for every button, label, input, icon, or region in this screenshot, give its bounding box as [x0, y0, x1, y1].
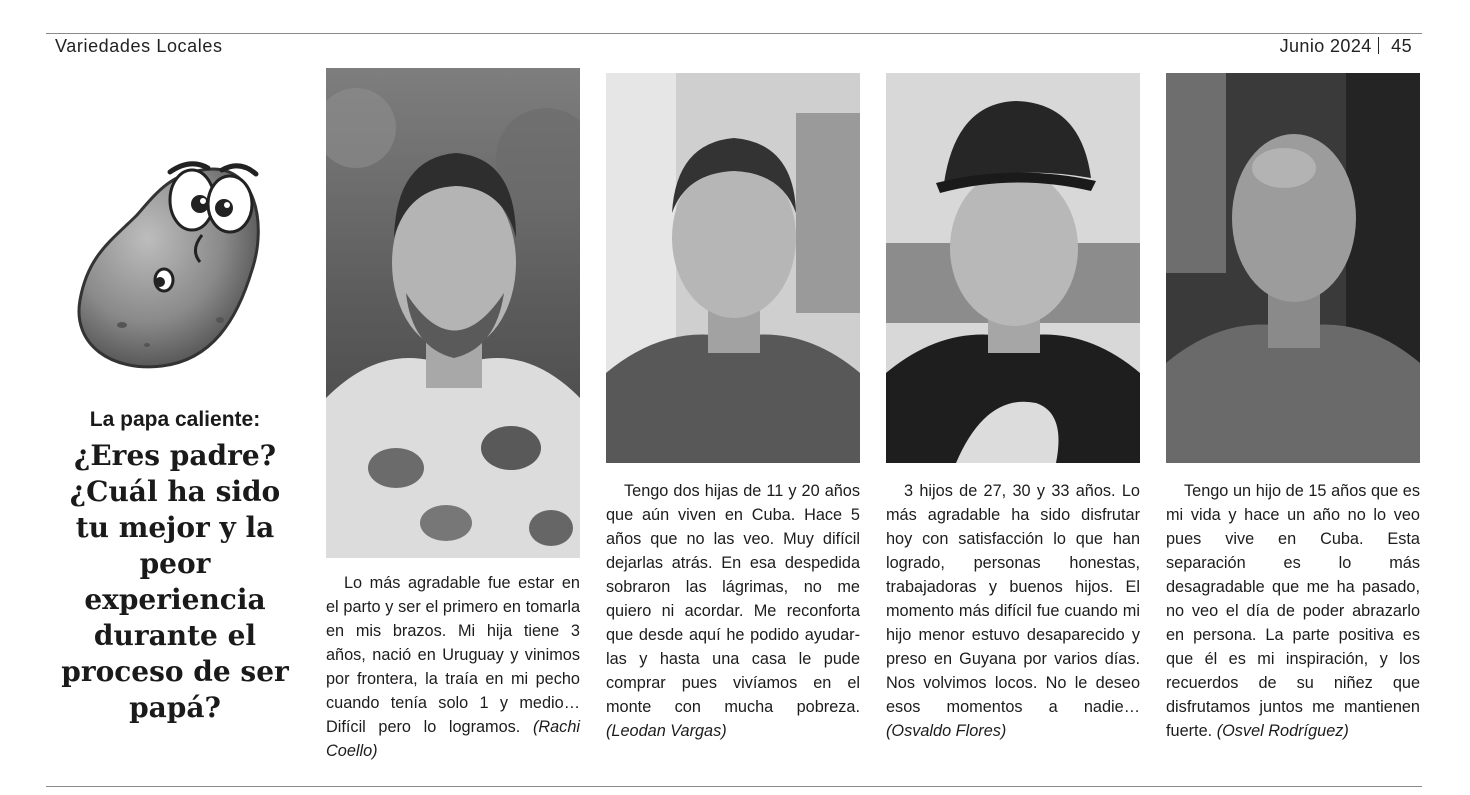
- quote-2-text: Tengo dos hijas de 11 y 20 años que aún viven en Cuba. Hace 5 años que no las veo. Muy difícil dejarlas atrás. En esa despedida sobraron las lágrimas, no me quiero ni acordar. Me reconforta que desde aquí he podido ayudarlas y hasta una casa le pude comprar pues vivíamos en el monte con mucha pobreza.: [606, 482, 860, 716]
- issue-divider: [1378, 37, 1380, 54]
- quote-1-text: Lo más agradable fue estar en el parto y ser el primero en tomarla en mis brazos. Mi hija tiene 3 años, nació en Uruguay y vinimos por frontera, la traía en mi pecho cuando tenía solo 1 y medio… Difícil pero lo logramos.: [326, 574, 580, 736]
- header-rule: [46, 33, 1422, 34]
- quote-3-text: 3 hijos de 27, 30 y 33 años. Lo más agradable ha sido disfrutar hoy con satisfacción lo que han logrado, personas honestas, trabajadoras y buenos hijos. El momento más difícil fue cuando mi hijo menor estuvo desaparecido y preso en Guyana por varios días. Nos volvimos locos. No le deseo esos momentos a nadie…: [886, 482, 1140, 716]
- quote-1-author: (Rachi Coello): [326, 718, 580, 760]
- feature-question: ¿Eres padre? ¿Cuál ha sido tu mejor y la peor experiencia durante el proceso de ser papá?: [61, 439, 289, 724]
- section-name: Variedades Locales: [55, 36, 223, 56]
- quote-2-author: (Leodan Vargas): [606, 722, 727, 740]
- footer-rule: [46, 786, 1422, 787]
- portrait-photo-3: [886, 73, 1140, 463]
- quote-4-text: Tengo un hijo de 15 años que es mi vida y hace un año no lo veo pues vive en Cuba. Esta separación es lo más desagradable que me ha pasado, no veo el día de poder abrazarlo en persona. La parte positiva es que él es mi inspiración, y los recuerdos de su niñez que disfrutamos juntos me mantienen fuerte.: [1166, 482, 1420, 740]
- quote-3-author: (Osvaldo Flores): [886, 722, 1007, 740]
- quote-2: [606, 479, 860, 743]
- issue-info: [1280, 36, 1412, 57]
- quote-3: [886, 479, 1140, 743]
- portrait-photo-2: [606, 73, 860, 463]
- potato-mascot-icon: [52, 130, 292, 380]
- quote-4: [1166, 479, 1420, 743]
- feature-intro: [50, 408, 300, 726]
- portrait-photo-4: [1166, 73, 1420, 463]
- portrait-photo-1: [326, 68, 580, 558]
- quote-4-author: (Osvel Rodríguez): [1216, 722, 1349, 740]
- feature-kicker: La papa caliente:: [89, 408, 261, 431]
- issue-date: Junio 2024: [1279, 36, 1372, 56]
- quote-1: [326, 571, 580, 763]
- page-number: 45: [1391, 36, 1412, 56]
